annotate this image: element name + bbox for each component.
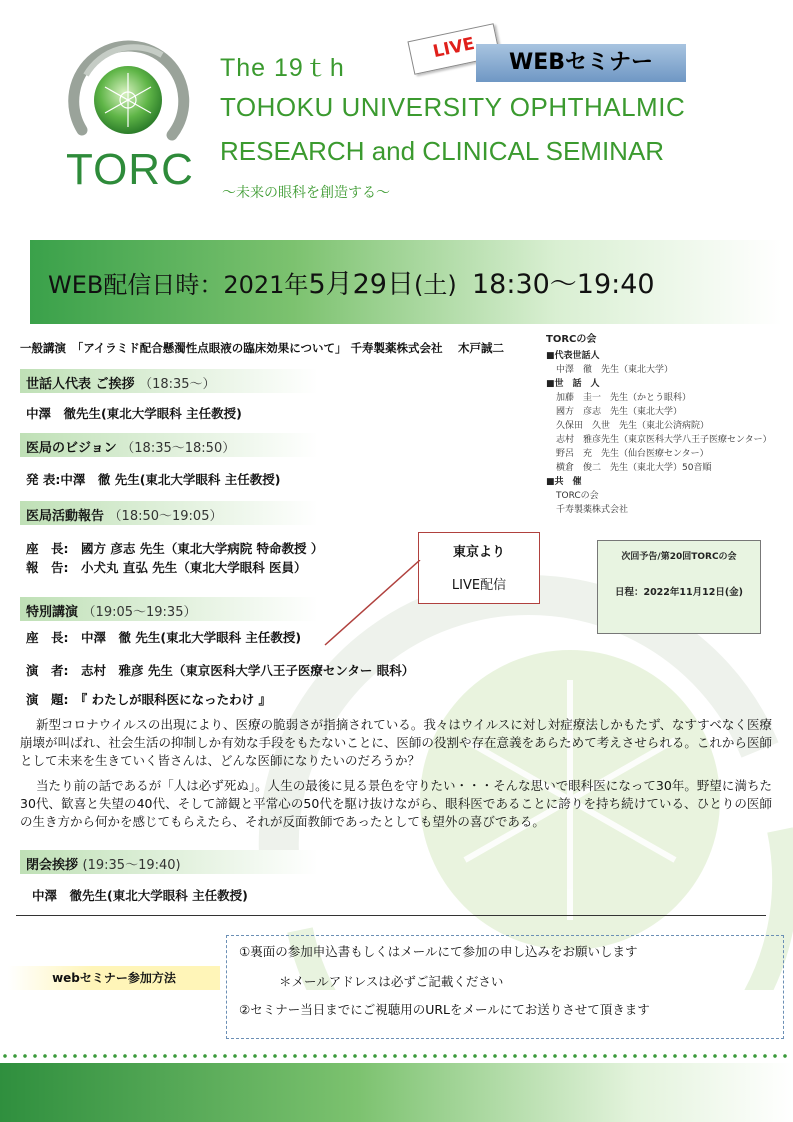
- broadcast-date: [48, 262, 655, 301]
- report-reporter: 報 告: 小犬丸 直弘 先生（東北大学眼科 医員）: [26, 560, 307, 575]
- date-time: 18:30～19:40: [471, 269, 655, 300]
- sidebar-co-1: TORCの会: [556, 491, 599, 501]
- section-closing-title: [26, 854, 181, 873]
- special-topic: 演 題: 『 わたしが眼科医になったわけ 』: [26, 692, 271, 707]
- section-closing-label: 閉会挨拶: [26, 858, 79, 873]
- special-abstract-paragraph-2: 当たり前の話であるが「人は必ず死ぬ」。人生の最後に見る景色を守りたい・・・そんな思いで眼科医になって30年。野望に満ちた30代、歓喜と失望の40代、そして諦観と平常心の50代を駆け抜けながら、眼科医であることに誇りを持ち続けている、ひとりの医師の生き方から何かを感じてもらえたら、それが反面教師であったとしても望外の喜びである。: [20, 778, 772, 829]
- callout-pointer-icon: [320, 560, 430, 650]
- date-month-day: 5月29日: [308, 269, 414, 300]
- vision-presenter: 発 表:中澤 徹 先生(東北大学眼科 主任教授): [26, 472, 281, 487]
- callout-line-1: 東京より: [452, 545, 505, 560]
- section-report-label: 医局活動報告: [26, 509, 105, 524]
- section-closing-time: (19:35～19:40): [82, 858, 181, 873]
- section-greeting-title: [26, 373, 216, 392]
- report-chair: 座 長: 國方 彦志 先生（東北大学病院 特命教授 ）: [26, 541, 324, 556]
- section-vision-title: [26, 437, 235, 456]
- sidebar-heading: TORCの会: [546, 334, 597, 345]
- special-speaker: 演 者: 志村 雅彦 先生（東京医科大学八王子医療センター 眼科）: [26, 663, 415, 678]
- general-lecture: 一般講演 「アイラミド配合懸濁性点眼液の臨床効果について」 千寿製薬株式会社 木戸誠二: [20, 341, 504, 355]
- date-prefix: WEB配信日時：2021年: [48, 271, 309, 299]
- section-special-label: 特別講演: [26, 605, 79, 620]
- sidebar-org-4: 志村 雅彦先生（東京医科大学八王子医療センター）: [556, 435, 772, 445]
- greeting-speaker: 中澤 徹先生(東北大学眼科 主任教授): [26, 406, 242, 421]
- live-badge: LIVE: [407, 23, 500, 75]
- section-special-time: （19:05～19:35）: [82, 605, 197, 620]
- sidebar-org-5: 野呂 充 先生（仙台医療センター）: [556, 449, 709, 459]
- sidebar-org-2: 國方 彦志 先生（東北大学）: [556, 407, 683, 417]
- date-weekday: (土): [413, 271, 457, 299]
- section-report-title: [26, 505, 222, 524]
- sidebar-rep-1: 中澤 徹 先生（東北大学）: [556, 365, 674, 375]
- web-seminar-banner: WEBセミナー: [476, 44, 686, 82]
- next-seminar-box: [597, 540, 761, 634]
- sidebar-org-3: 久保田 久世 先生（東北公済病院）: [556, 421, 710, 431]
- next-seminar-title: 次回予告/第20回TORCの会: [621, 552, 737, 562]
- title-line-1: The 19ｔh: [220, 54, 345, 82]
- section-greeting-label: 世話人代表 ご挨拶: [26, 377, 135, 392]
- section-vision-time: （18:35～18:50）: [121, 441, 236, 456]
- divider: [16, 915, 766, 916]
- footer-band: [0, 1063, 793, 1122]
- participation-method-box: [226, 935, 784, 1039]
- sidebar-org-6: 横倉 俊二 先生（東北大学）50音順: [556, 463, 712, 473]
- section-report-time: （18:50～19:05）: [108, 509, 223, 524]
- method-step-2: ②セミナー当日までにご視聴用のURLをメールにてお送りさせて頂きます: [239, 1002, 650, 1017]
- dotted-divider: [0, 1053, 793, 1059]
- special-chair: 座 長: 中澤 徹 先生(東北大学眼科 主任教授): [26, 630, 302, 645]
- closing-speaker: 中澤 徹先生(東北大学眼科 主任教授): [32, 888, 248, 903]
- logo-text: TORC: [66, 145, 194, 194]
- section-special-title: [26, 601, 196, 620]
- special-abstract-paragraph-1: 新型コロナウイルスの出現により、医療の脆弱さが指摘されている。我々はウイルスに対し対症療法しかもたず、なすすべなく医療崩壊が叫ばれ、社会生活の抑制しか有効な手段をもたないことに、医師の役割や存在意義をあらためて考えさせられる。これから医師として未来を生きていく皆さんは、どんな医師になりたいのだろうか？: [20, 717, 772, 768]
- sidebar-co-2: 千寿製薬株式会社: [556, 505, 629, 515]
- method-step-1: ①裏面の参加申込書もしくはメールにて参加の申し込みをお願いします: [239, 944, 638, 959]
- title-line-3: RESEARCH and CLINICAL SEMINAR: [220, 136, 665, 166]
- method-note: ＊メールアドレスは必ずご記載ください: [279, 974, 504, 989]
- tagline: ～未来の眼科を創造する～: [222, 185, 390, 201]
- next-seminar-date: 日程：2022年11月12日(金): [614, 587, 744, 598]
- sidebar-co-label: ■共 催: [546, 477, 582, 487]
- title-line-2: TOHOKU UNIVERSITY OPHTHALMIC: [220, 92, 686, 122]
- section-greeting-time: （18:35～）: [139, 377, 216, 392]
- sidebar-rep-label: ■代表世話人: [546, 351, 600, 361]
- section-vision-label: 医局のビジョン: [26, 441, 117, 456]
- sidebar-org-label: ■世 話 人: [546, 379, 600, 389]
- participation-method-label: webセミナー参加方法: [8, 966, 220, 990]
- live-from-tokyo-callout: [418, 532, 540, 604]
- callout-line-2: LIVE配信: [451, 578, 507, 593]
- torc-committee-sidebar: [546, 330, 776, 517]
- sidebar-org-1: 加藤 圭一 先生（かとう眼科）: [556, 393, 692, 403]
